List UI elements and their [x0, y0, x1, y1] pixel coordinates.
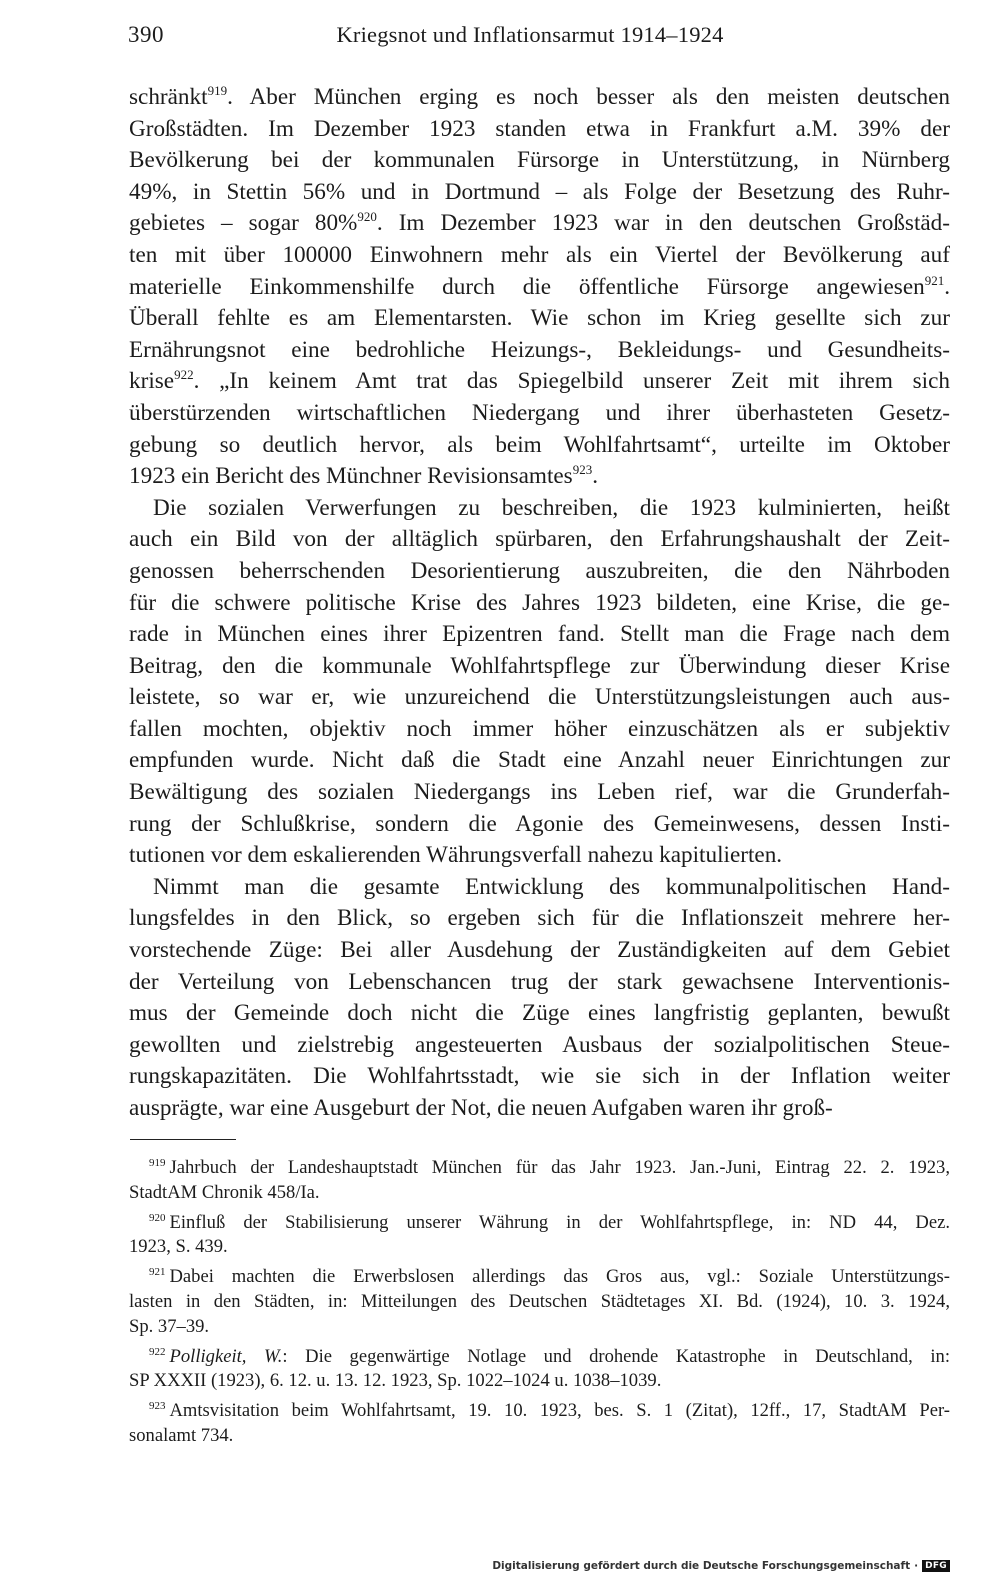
body-line: Bewältigung des sozialen Niedergangs ins Leben rief, war die Grunderfah-	[129, 779, 950, 806]
body-line: ausprägte, war eine Ausgeburt der Not, die neuen Aufgaben waren ihr groß-	[129, 1095, 833, 1121]
footnote-number: 923	[149, 1400, 166, 1413]
running-head: Kriegsnot und Inflationsarmut 1914–1924	[336, 22, 724, 47]
footnote-920	[129, 1206, 950, 1261]
footnote-line: Sp. 37–39.	[129, 1315, 210, 1337]
body-line: Bevölkerung bei der kommunalen Fürsorge in Unterstützung, in Nürnberg	[129, 147, 950, 174]
footnote-line: $^{922}$ Polligkeit, W.: Die gegenwärtige Notlage und drohende Katastrophe in Deutschland, in:	[149, 1345, 950, 1367]
body-line: gebietes – sogar 80%$^{920}$. Im Dezember 1923 war in den deutschen Großstäd-	[129, 209, 950, 237]
footer-credit	[492, 1560, 950, 1572]
dfg-logo-icon: DFG	[922, 1560, 950, 1572]
footnote-line: $^{920}$ Einfluß der Stabilisierung unserer Währung in der Wohlfahrtspflege, in: ND 44, Dez.	[149, 1211, 950, 1233]
footer-text: Digitalisierung gefördert durch die Deutsche Forschungsgemeinschaft	[492, 1560, 911, 1572]
footnote-line: $^{923}$ Amtsvisitation beim Wohlfahrtsamt, 19. 10. 1923, bes. S. 1 (Zitat), 12ff., 17, StadtAM Per-	[149, 1400, 950, 1422]
body-line: rungskapazitäten. Die Wohlfahrtsstadt, wie sie sich in der Inflation weiter	[129, 1063, 950, 1090]
body-line: Überall fehlte es am Elementarsten. Wie schon im Krieg gesellte sich zur	[129, 305, 950, 332]
body-line: Die sozialen Verwerfungen zu beschreiben, die 1923 kulminierten, heißt	[153, 494, 950, 521]
body-line: Großstädten. Im Dezember 1923 standen etwa in Frankfurt a.M. 39% der	[129, 115, 950, 142]
footnote-line: SP XXXII (1923), 6. 12. u. 13. 12. 1923, Sp. 1022–1024 u. 1038–1039.	[129, 1370, 662, 1392]
body-line: krise$^{922}$. „In keinem Amt trat das Spiegelbild unserer Zeit mit ihrem sich	[129, 367, 950, 395]
body-line: tutionen vor dem eskalierenden Währungsverfall nahezu kapitulierten.	[129, 842, 783, 869]
body-line: vorstechende Züge: Bei aller Ausdehung der Zuständigkeiten auf dem Gebiet	[129, 937, 950, 964]
footnote-921	[129, 1260, 950, 1339]
footnote-line: $^{919}$ Jahrbuch der Landeshauptstadt München für das Jahr 1923. Jan.-Juni, Eintrag 22. 2. 1923,	[149, 1157, 950, 1178]
footnote-number: 921	[149, 1266, 166, 1279]
footnote-line: $^{921}$ Dabei machten die Erwerbslosen allerdings das Gros aus, vgl.: Soziale Unterstützungs-	[149, 1266, 950, 1288]
footnote-line: 1923, S. 439.	[129, 1236, 228, 1258]
footnote-number: 920	[149, 1211, 166, 1224]
footnote-marker: 919	[207, 83, 228, 98]
body-line: 1923 ein Bericht des Münchner Revisionsamtes$^{923}$.	[129, 462, 598, 490]
footnote-line: StadtAM Chronik 458/Ia.	[129, 1181, 320, 1203]
footnote-marker: 922	[174, 367, 194, 383]
body-line: 49%, in Stettin 56% und in Dortmund – als Folge der Besetzung des Ruhr-	[129, 178, 950, 205]
body-line: schränkt$^{919}$. Aber München erging es noch besser als den meisten deutschen	[129, 83, 950, 110]
footnote-divider	[130, 1139, 236, 1140]
footnote-marker: 920	[357, 209, 377, 225]
body-line: überstürzenden wirtschaftlichen Niedergang und ihrer überhasteten Gesetz-	[129, 399, 950, 426]
footnote-marker: 923	[572, 462, 593, 478]
body-line: ten mit über 100000 Einwohnern mehr als ein Viertel der Bevölkerung auf	[129, 241, 950, 268]
footnote-line: sonalamt 734.	[129, 1424, 234, 1446]
body-line: rung der Schlußkrise, sondern die Agonie des Gemeinwesens, dessen Insti-	[129, 810, 950, 837]
body-line: empfunden wurde. Nicht daß die Stadt eine Anzahl neuer Einrichtungen zur	[129, 747, 950, 774]
footnote-923	[129, 1394, 950, 1449]
body-line: Nimmt man die gesamte Entwicklung des kommunalpolitischen Hand-	[153, 873, 950, 900]
body-line: fallen mochten, objektiv noch immer höher einzuschätzen als er subjektiv	[129, 715, 950, 742]
footnote-922	[129, 1340, 950, 1395]
body-line: für die schwere politische Krise des Jahres 1923 bildeten, eine Krise, die ge-	[129, 589, 950, 616]
page-number: 390	[128, 22, 164, 47]
separator-dot: ·	[914, 1560, 919, 1572]
body-line: Ernährungsnot eine bedrohliche Heizungs-, Bekleidungs- und Gesundheits-	[129, 336, 950, 363]
footnote-number: 919	[149, 1157, 166, 1169]
footnote-marker: 921	[924, 272, 945, 288]
body-line: mus der Gemeinde doch nicht die Züge eines langfristig geplanten, bewußt	[129, 1000, 950, 1027]
body-line: lungsfeldes in den Blick, so ergeben sich für die Inflationszeit mehrere her-	[129, 905, 950, 932]
body-line: gebung so deutlich hervor, als beim Wohlfahrtsamt“, urteilte im Oktober	[129, 431, 950, 458]
body-line: auch ein Bild von der alltäglich spürbaren, den Erfahrungshaushalt der Zeit-	[129, 526, 950, 553]
footnote-919	[129, 1151, 950, 1206]
body-text	[129, 82, 950, 1125]
footnote-author: Polligkeit, W.	[169, 1345, 283, 1367]
body-line: materielle Einkommenshilfe durch die öffentliche Fürsorge angewiesen$^{921}$.	[129, 272, 950, 300]
footnotes	[129, 1151, 950, 1449]
body-line: gewollten und zielstrebig angesteuerten Ausbaus der sozialpolitischen Steue-	[129, 1031, 950, 1058]
body-line: genossen beherrschenden Desorientierung auszubreiten, die den Nährboden	[129, 557, 950, 584]
footnote-number: 922	[149, 1345, 166, 1358]
body-line: der Verteilung von Lebenschancen trug der stark gewachsene Interventionis-	[129, 968, 950, 995]
body-line: rade in München eines ihrer Epizentren fand. Stellt man die Frage nach dem	[129, 621, 950, 648]
footnote-line: lasten in den Städten, in: Mitteilungen des Deutschen Städtetages XI. Bd. (1924), 10. 3. 1924,	[129, 1290, 950, 1312]
body-line: Beitrag, den die kommunale Wohlfahrtspflege zur Überwindung dieser Krise	[129, 652, 950, 679]
body-line: leistete, so war er, wie unzureichend die Unterstützungsleistungen auch aus-	[129, 684, 950, 711]
